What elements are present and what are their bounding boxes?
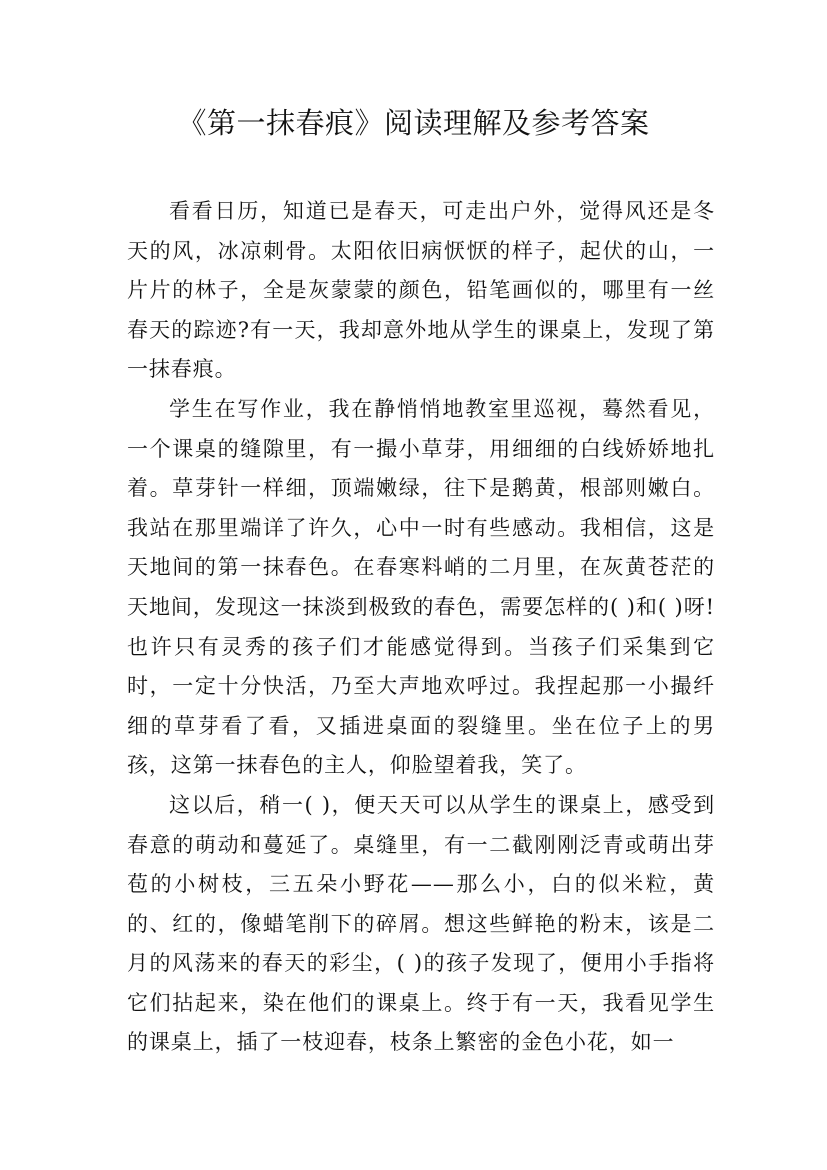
- paragraph-3: 这以后，稍一( )，便天天可以从学生的课桌上，感受到春意的萌动和蔓延了。桌缝里，有一二截刚刚泛青或萌出芽苞的小树枝，三五朵小野花——那么小，白的似米粒，黄的、红的，像蜡笔削下的碎屑。想这些鲜艳的粉末，该是二月的风荡来的春天的彩尘，( )的孩子发现了，便用小手指将它们拈起来，染在他们的课桌上。终于有一天，我看见学生的课桌上，插了一枝迎春，枝条上繁密的金色小花，如一: [127, 792, 715, 1055]
- paragraph-2: 学生在写作业，我在静悄悄地教室里巡视，蓦然看见，一个课桌的缝隙里，有一撮小草芽，用细细的白线娇娇地扎着。草芽针一样细，顶端嫩绿，往下是鹅黄，根部则嫩白。我站在那里端详了许久，心中一时有些感动。我相信，这是天地间的第一抹春色。在春寒料峭的二月里，在灰黄苍茫的天地间，发现这一抹淡到极致的春色，需要怎样的( )和( )呀!也许只有灵秀的孩子们才能感觉得到。当孩子们采集到它时，一定十分快活，乃至大声地欢呼过。我捏起那一小撮纤细的草芽看了看，又插进桌面的裂缝里。坐在位子上的男孩，这第一抹春色的主人，仰脸望着我，笑了。: [127, 396, 715, 778]
- paragraph-1: 看看日历，知道已是春天，可走出户外，觉得风还是冬天的风，冰凉刺骨。太阳依旧病恹恹的样子，起伏的山，一片片的林子，全是灰蒙蒙的颜色，铅笔画似的，哪里有一丝春天的踪迹?有一天，我却意外地从学生的课桌上，发现了第一抹春痕。: [127, 199, 715, 382]
- article-body: [127, 192, 715, 1063]
- document-title: 《第一抹春痕》阅读理解及参考答案: [177, 106, 650, 140]
